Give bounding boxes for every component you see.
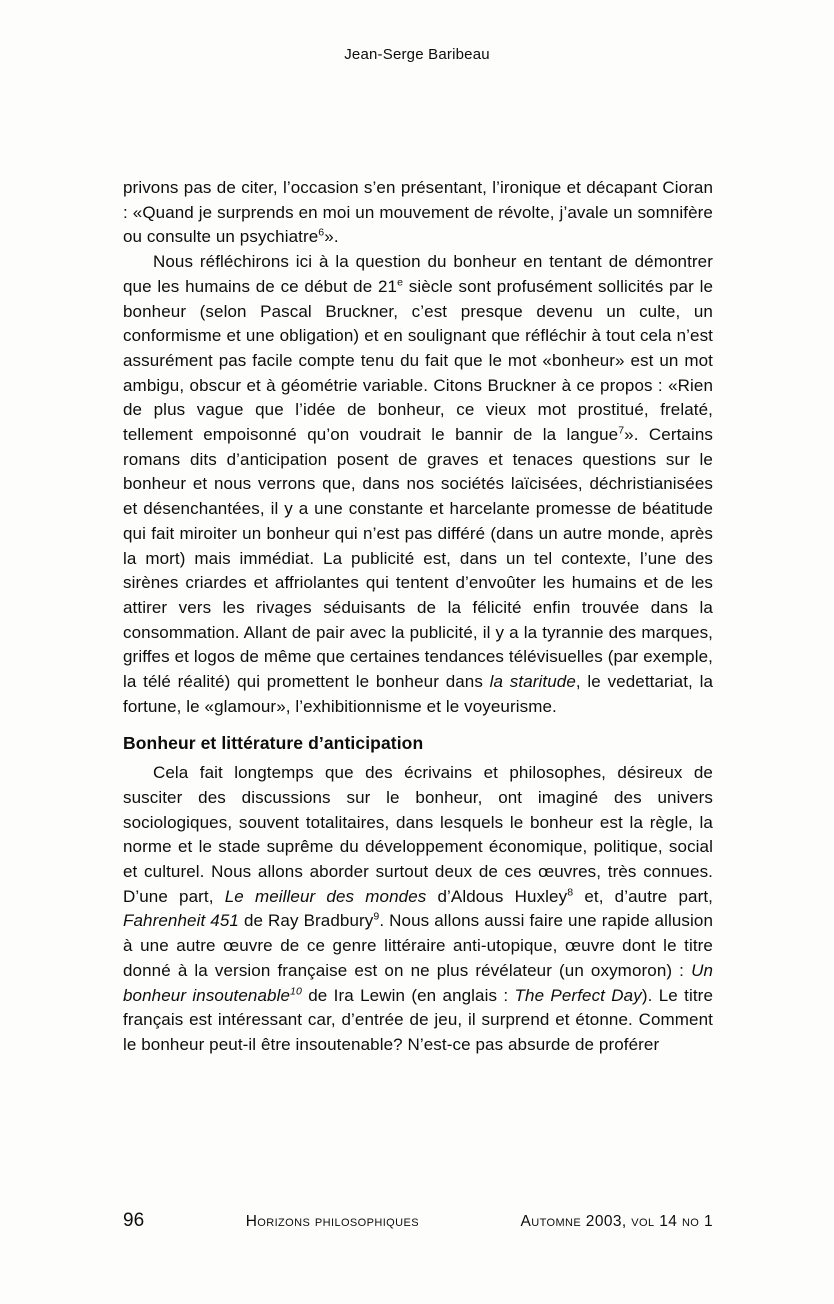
text-run: et, d’autre part, — [573, 886, 713, 906]
paragraph — [123, 176, 713, 250]
text-run: ». — [324, 227, 339, 247]
text-run-sup: 7 — [618, 424, 625, 437]
text-run: Cela fait longtemps que des écrivains et philosophes, désireux de susciter des discussions sur le bonheur, ont imaginé des univers sociologiques, souvent totalitaires, dans lesquels le bonheur est la règle, la norme et le stade suprême du développement économique, politique, social et culturel. Nous allons aborder surtout deux de ces œuvres, très connues. D’une part, — [123, 763, 713, 906]
text-run: ». Certains romans dits d’anticipation posent de graves et tenaces questions sur le bonheur et nous verrons que, dans nos sociétés laïcisées, déchristianisées et désenchantées, il y a une constante et harcelante promesse de béatitude qui fait miroiter un bonheur qui n’est pas différé (dans un autre monde, après la mort) mais immédiat. La publicité est, dans un tel contexte, l’une des sirènes criardes et affriolantes qui tentent d’envoûter les humains et de les attirer vers les rivages séduisants de la félicité enfin trouvée dans la consommation. Allant de pair avec la publicité, il y a la tyrannie des marques, griffes et logos de même que certaines tendances télévisuelles (par exemple, la télé réalité) qui promettent le bonheur dans — [123, 425, 713, 692]
text-run-isup: 10 — [290, 984, 302, 997]
text-run: privons pas de citer, l’occasion s’en présentant, l’ironique et décapant Cioran : «Quand je surprends en moi un mouvement de révolte, j’avale un somnifère ou consulte un psychiatre — [123, 178, 713, 247]
text-run-sup: 6 — [318, 226, 325, 239]
text-run: de Ira Lewin (en anglais : — [301, 985, 515, 1005]
text-run-i: la staritude — [489, 672, 576, 692]
text-run: siècle sont profusément sollicités par le bonheur (selon Pascal Bruckner, c’est presque devenu un culte, un conformisme et une obligation) et en soulignant que réfléchir à tout cela n’est assurément pas facile compte tenu du fait que le mot «bonheur» est un mot ambigu, obscur et à géométrie variable. Citons Bruckner à ce propos : «Rien de plus vague que l’idée de bonheur, ce vieux mot prostitué, frelaté, tellement empoisonné qu’on voudrait le bannir de la langue — [123, 276, 714, 445]
journal-name: Horizons philosophiques — [245, 1213, 419, 1230]
text-run-i: Fahrenheit 451 — [123, 911, 239, 931]
page-footer — [123, 1210, 713, 1232]
text-run: , le vedettariat, la fortune, le «glamour», l’exhibitionnisme et le voyeurisme. — [123, 672, 714, 716]
text-run-sup: 9 — [373, 910, 380, 923]
text-run: d’Aldous Huxley — [426, 886, 568, 906]
paragraph — [123, 250, 713, 719]
section-heading: Bonheur et littérature d’anticipation — [123, 733, 424, 754]
text-run-i: The Perfect Day — [514, 985, 642, 1005]
text-run-sup: 8 — [567, 886, 574, 899]
body-content — [123, 176, 713, 1058]
text-run-i: Le meilleur des mondes — [224, 886, 427, 906]
text-run: Nous réfléchirons ici à la question du bonheur en tentant de démontrer que les humains de ce début de 21 — [123, 252, 713, 296]
text-run-sup: e — [397, 276, 404, 289]
text-run-i: Un bonheur insoutenable — [123, 960, 713, 1005]
issue-info: Automne 2003, vol 14 no 1 — [520, 1213, 713, 1230]
running-head-author: Jean-Serge Baribeau — [344, 46, 490, 63]
text-run: . Nous allons aussi faire une rapide allusion à une autre œuvre de ce genre littéraire anti-utopique, œuvre dont le titre donné à la version française est on ne plus révélateur (un oxymoron) : — [123, 911, 714, 980]
text-run: de Ray Bradbury — [238, 911, 374, 931]
paragraph — [123, 761, 713, 1057]
text-run: ). Le titre français est intéressant car, d’entrée de jeu, il surprend et étonne. Comment le bonheur peut-il être insoutenable? N’est-ce pas absurde de proférer — [123, 985, 713, 1054]
page-number: 96 — [123, 1210, 145, 1231]
